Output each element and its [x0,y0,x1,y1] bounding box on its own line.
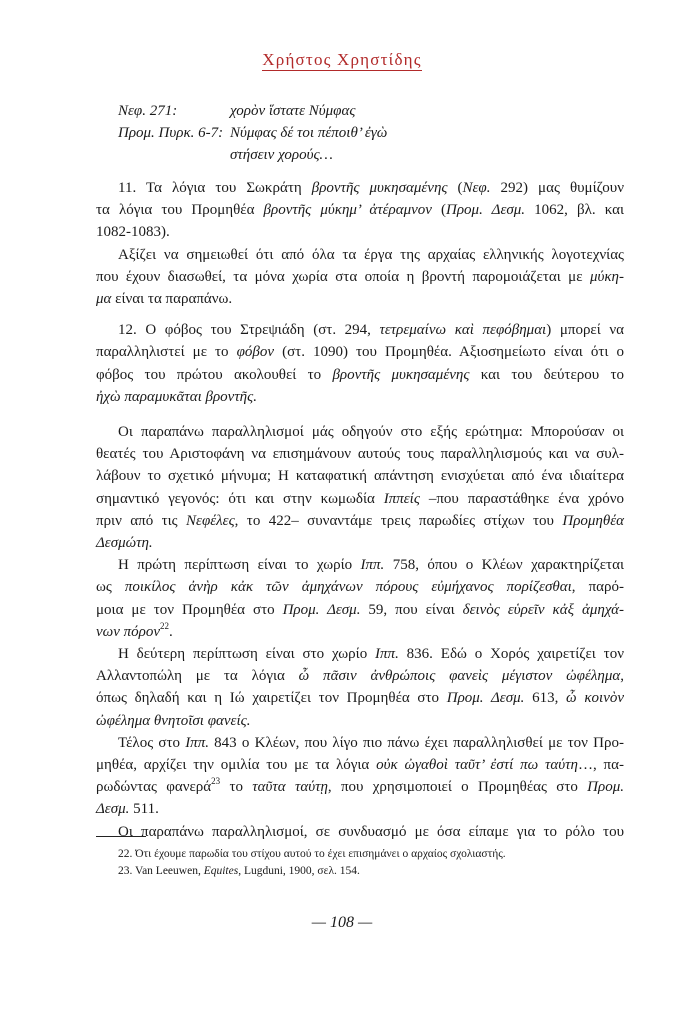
paragraph-question: Οι παραπάνω παραλληλισμοί μάς οδηγούν στο εξής ερώτημα: Μπορούσαν οι θεατές του Αριστοφάνη να επισημάνουν αυτούς τους παραλληλισμούς και να συλ- λάβουν το σχετικό μήνυμα; Η καταφατική απάντηση ενισχύεται από ένα ιδιαίτερα σημαντικό γεγονός: ότι και στην κωμωδία Ιππείς –που παραστάθηκε ένα χρόνο πριν από τις Νεφέλες, το 422– συναντάμε τρεις παρωδίες στίχων του Προμηθέα Δεσμώτη. [96,424,625,552]
quote-reference: Νεφ. 271: [118,103,178,119]
paragraph-first-case: Η πρώτη περίπτωση είναι το χωρίο Ιππ. 758, όπου ο Κλέων χαρακτηρίζεται ως ποικίλος ἀνὴρ κἀκ τῶν ἀμηχάνων πόρους εὐμήχανος πορίζεσθαι, παρό- μοια με τον Προμηθέα στο Προμ. Δεσμ. 59, που είναι δεινὸς εὑρεῖν κἀξ ἀμηχά- νων πόρον$^{22}$. [96,557,625,640]
quote-verse: χορὸν ἵστατε Νύμφας [230,103,356,119]
paragraph-12: 12. Ο φόβος του Στρεψιάδη (στ. 294, τετρεμαίνω καὶ πεφόβημαι) μπορεί να παραλληλιστεί με το φόβον (στ. 1090) του Προμηθέα. Αξιοσημείωτο είναι ότι ο φόβος του πρώτου ακολουθεί το βροντῆς μυκησαμένης και του δεύτερου το ἠχὼ παραμυκᾶται βροντῆς. [96,322,624,405]
quote-reference: Προμ. Πυρκ. 6-7: [118,125,224,141]
paragraph-note: Αξίζει να σημειωθεί ότι από όλα τα έργα της αρχαίας ελληνικής λογοτεχνίας που έχουν διασωθεί, τα μόνα χωρία στα οποία η βροντή παρομοιάζεται με μύκη- μα είναι τα παραπάνω. [96,246,624,308]
verse-quotation [118,100,387,166]
paragraph-11: 11. Τα λόγια του Σωκράτη βροντῆς μυκησαμένης (Νεφ. 292) μας θυμίζουν τα λόγια του Προμηθέα βροντῆς μύκημ’ ἀτέραμνον (Προμ. Δεσμ. 1062, βλ. και 1082-1083). [96,180,625,241]
footnote-rule [96,836,146,837]
paragraph-second-case: Η δεύτερη περίπτωση είναι στο χωρίο Ιππ. 836. Εδώ ο Χορός χαιρετίζει τον Αλλαντοπώλη με τα λόγια ὦ πᾶσιν ἀνθρώποις φανεὶς μέγιστον ὠφέλημα, όπως δηλαδή και η Ιώ χαιρετίζει τον Προμηθέα στο Προμ. Δεσμ. 613, ὦ κοινὸν ὠφέλημα θνητοῖσι φανείς. [96,646,625,729]
paragraph-conclusion: Οι παραπάνω παραλληλισμοί, σε συνδυασμό με όσα είπαμε για το ρόλο του [118,823,624,840]
footnote-23: 23. Van Leeuwen, Equites, Lugduni, 1900, σελ. 154. [118,865,360,877]
quote-verse: στήσειν χορούς… [230,147,333,163]
footnote-ref-23: 23 [211,776,221,787]
quote-row [118,122,387,144]
paragraph-third-case: Τέλος στο Ιππ. 843 ο Κλέων, που λίγο πιο πάνω έχει παραλληλισθεί με τον Προ- μηθέα, αρχίζει την ομιλία του με τα λόγια οὐκ ὠγαθοὶ ταῦτ’ ἐστί πω ταύτη…, πα- ρωδώντας φανερά$^{23}$ το ταῦτα ταύτῃ, που χρησιμοποιεί ο Προμηθέας στο Προμ. Δεσμ. 511. [96,734,624,818]
running-head [0,50,684,70]
footnote-22: 22. Ότι έχουμε παρωδία του στίχου αυτού το έχει επισημάνει ο αρχαίος σχολιαστής. [118,848,506,860]
body-text [96,177,624,843]
quote-row [118,144,387,166]
page-number: — 108 — [311,914,373,931]
quote-reference [118,144,230,166]
quote-row [118,100,387,122]
quote-verse: Νύμφας δέ τοι πέποιθ’ ἐγὼ [230,125,388,141]
author-name: Χρήστος Χρηστίδης [262,50,422,69]
footnote-ref-22: 22 [160,620,170,631]
